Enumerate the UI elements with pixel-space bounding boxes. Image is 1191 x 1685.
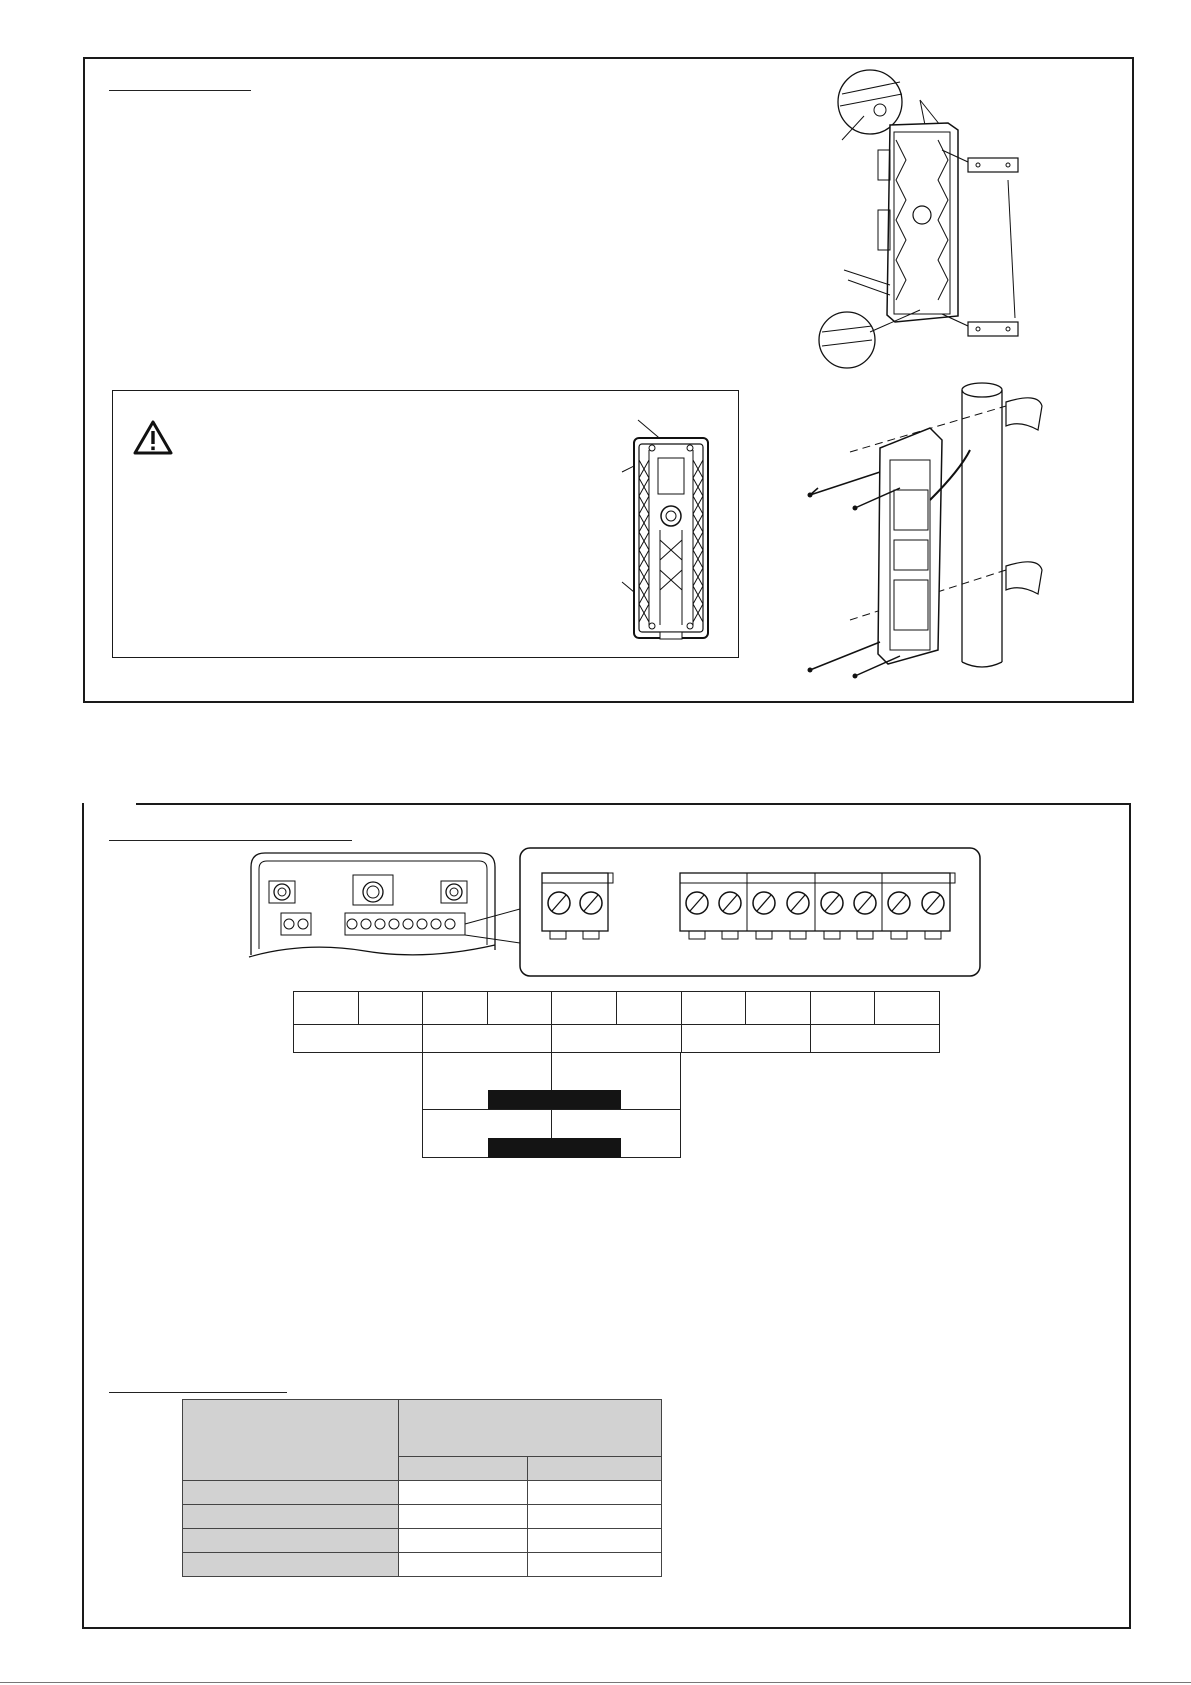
function-cell: [423, 1025, 552, 1053]
warning-triangle-icon: [133, 420, 173, 456]
terminal-cell: [487, 992, 552, 1025]
terminal-cell: [294, 992, 359, 1025]
function-cell: [810, 1025, 939, 1053]
spec-cell: [527, 1481, 661, 1505]
terminal-cell: [810, 992, 875, 1025]
spec-row: [183, 1553, 662, 1577]
spec-row-label: [183, 1553, 399, 1577]
spec-subheader: [398, 1457, 527, 1481]
bracket-mounting-diagram: [830, 70, 1030, 375]
spec-subheader: [527, 1457, 661, 1481]
spec-table: [182, 1399, 662, 1577]
terminal-cell: [616, 992, 681, 1025]
wiring-title-gap: [84, 799, 136, 807]
spec-row-label: [183, 1505, 399, 1529]
terminal-cell: [875, 992, 940, 1025]
terminal-row: [294, 992, 940, 1025]
terminal-cell: [423, 992, 488, 1025]
installation-heading-underline: [109, 90, 251, 91]
spec-row: [183, 1481, 662, 1505]
pole-mounting-diagram: [810, 380, 1070, 680]
spec-cell: [398, 1529, 527, 1553]
redaction-bar: [488, 1090, 621, 1109]
spec-row-label: [183, 1529, 399, 1553]
spec-heading-underline: [109, 1392, 287, 1393]
terminal-table: [293, 991, 940, 1053]
terminal-cell: [552, 992, 617, 1025]
terminal-cell: [746, 992, 811, 1025]
terminal-cell: [358, 992, 423, 1025]
terminal-cell: [681, 992, 746, 1025]
spec-row: [183, 1505, 662, 1529]
spec-header: [398, 1400, 661, 1457]
function-cell: [681, 1025, 810, 1053]
spec-header-blank: [183, 1400, 399, 1481]
spec-cell: [398, 1481, 527, 1505]
terminal-heading-underline: [109, 840, 352, 841]
function-cell: [294, 1025, 423, 1053]
function-row: [294, 1025, 940, 1053]
redaction-bar: [488, 1138, 621, 1158]
spec-cell: [398, 1505, 527, 1529]
unit-front-view-diagram: [620, 420, 720, 645]
spec-row: [183, 1529, 662, 1553]
spec-cell: [527, 1529, 661, 1553]
spec-cell: [527, 1505, 661, 1529]
function-cell: [552, 1025, 681, 1053]
footer-rule: [0, 1682, 1191, 1683]
terminal-block-diagram: [245, 845, 990, 980]
spec-cell: [398, 1553, 527, 1577]
spec-cell: [527, 1553, 661, 1577]
spec-row-label: [183, 1481, 399, 1505]
